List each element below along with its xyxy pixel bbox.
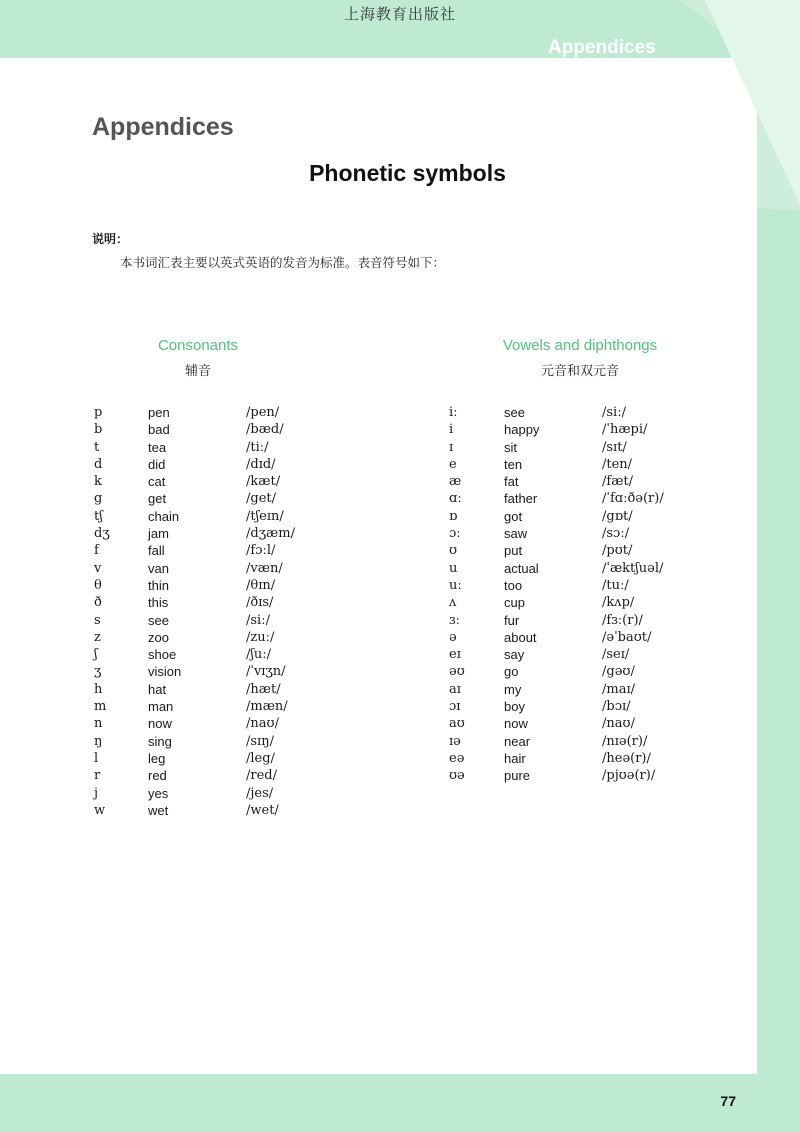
transcription: /dʒæm/	[246, 526, 295, 542]
example-word: cup	[504, 595, 525, 611]
phonetic-symbol: aʊ	[449, 716, 465, 732]
phonetic-symbol: tʃ	[94, 508, 103, 524]
phonetic-symbol: ɔɪ	[449, 699, 461, 715]
phonetic-symbol: h	[94, 681, 103, 697]
transcription: /ˈæktʃuəl/	[602, 560, 664, 576]
phonetic-symbol: n	[94, 716, 103, 732]
transcription: /bɔɪ/	[602, 699, 631, 715]
note-label: 说明：	[92, 232, 129, 246]
phonetic-symbol: θ	[94, 577, 102, 593]
transcription: /hæt/	[246, 681, 281, 697]
phonetic-symbol: w	[94, 802, 106, 818]
transcription: /tʃeɪn/	[246, 508, 284, 524]
example-word: too	[504, 577, 523, 593]
example-word: thin	[148, 577, 169, 593]
example-word: fur	[504, 612, 520, 628]
example-word: fall	[148, 543, 165, 559]
vowels-heading: Vowels and diphthongs	[502, 337, 658, 354]
consonants-heading: Consonants	[157, 337, 239, 354]
transcription: /leg/	[246, 750, 275, 766]
example-word: near	[504, 733, 531, 749]
transcription: /jes/	[246, 785, 274, 801]
example-word: van	[148, 560, 169, 576]
transcription: /ten/	[602, 456, 633, 472]
example-word: my	[504, 681, 522, 697]
transcription: /zuː/	[246, 629, 275, 645]
example-word: man	[148, 699, 174, 715]
transcription: /wet/	[246, 802, 279, 818]
phonetic-symbol: b	[94, 422, 103, 438]
transcription: /ʃuː/	[246, 647, 272, 663]
example-word: yes	[148, 785, 169, 801]
transcription: /fæt/	[602, 474, 634, 490]
page-title: Appendices	[92, 113, 234, 141]
page-number: 77	[720, 1093, 736, 1109]
transcription: /pjʊə(r)/	[602, 768, 656, 784]
example-word: pure	[504, 768, 531, 784]
phonetic-symbol: ɜː	[449, 612, 460, 628]
phonetic-symbol: ŋ	[94, 733, 103, 749]
example-word: hair	[504, 750, 526, 766]
transcription: /væn/	[246, 560, 283, 576]
phonetic-symbol: g	[94, 491, 103, 507]
transcription: /fɜː(r)/	[602, 612, 643, 628]
phonetic-symbol: p	[94, 405, 103, 420]
phonetic-symbol: s	[94, 612, 101, 628]
transcription: /tiː/	[246, 439, 269, 455]
example-word: leg	[148, 750, 166, 766]
example-word: ten	[504, 456, 523, 472]
phonetic-symbol: i	[449, 422, 454, 438]
transcription: /mæn/	[246, 699, 288, 715]
example-word: sing	[148, 733, 172, 749]
example-word: go	[504, 664, 519, 680]
phonetic-symbol: ə	[449, 629, 457, 645]
consonants-heading-cn: 辅音	[184, 363, 211, 378]
example-word: pen	[148, 405, 170, 420]
publisher-header: 上海教育出版社	[343, 5, 456, 23]
transcription: /heə(r)/	[602, 750, 651, 766]
example-word: about	[504, 629, 537, 645]
transcription: /naʊ/	[602, 716, 635, 732]
example-word: saw	[504, 526, 528, 542]
phonetic-symbol: æ	[449, 474, 462, 490]
transcription: /ˈhæpi/	[602, 422, 648, 438]
example-word: boy	[504, 699, 525, 715]
phonetic-symbol: m	[94, 699, 107, 715]
example-word: zoo	[148, 629, 169, 645]
example-word: sit	[504, 439, 517, 455]
phonetic-symbol: u	[449, 560, 458, 576]
section-tab: Appendices	[548, 37, 656, 58]
phonetic-symbol: ʃ	[94, 647, 98, 663]
transcription: /siː/	[602, 405, 626, 420]
example-word: now	[148, 716, 172, 732]
section-title: Phonetic symbols	[309, 160, 506, 186]
phonetic-symbol: ʌ	[449, 595, 457, 611]
transcription: /pen/	[246, 405, 280, 420]
transcription: /get/	[246, 491, 276, 507]
transcription: /gəʊ/	[602, 664, 635, 680]
example-word: red	[148, 768, 167, 784]
phonetic-symbol: ʊə	[449, 768, 465, 784]
phonetic-symbol: eə	[449, 750, 465, 766]
phonetic-symbol: aɪ	[449, 681, 461, 697]
example-word: fat	[504, 474, 519, 490]
phonetic-symbol: t	[94, 439, 100, 455]
example-word: did	[148, 456, 166, 472]
example-word: tea	[148, 439, 167, 455]
example-word: see	[148, 612, 169, 628]
vowels-heading-cn: 元音和双元音	[540, 363, 619, 378]
phonetic-symbol: ɪə	[449, 733, 461, 749]
transcription: /gɒt/	[602, 508, 633, 524]
example-word: cat	[148, 474, 166, 490]
transcription: /pʊt/	[602, 543, 633, 559]
phonetic-symbol: dʒ	[94, 526, 110, 542]
note-text: 本书词汇表主要以英式英语的发音为标准。表音符号如下：	[120, 256, 446, 270]
example-word: bad	[148, 422, 170, 438]
example-word: jam	[148, 526, 169, 542]
example-word: shoe	[148, 647, 177, 663]
phonetic-symbol: z	[94, 629, 101, 645]
phonetic-symbol: ɒ	[449, 508, 458, 524]
example-word: now	[504, 716, 528, 732]
phonetic-symbol: ɑː	[449, 491, 462, 507]
example-word: say	[504, 647, 525, 663]
phonetic-symbol: k	[94, 474, 102, 490]
phonetic-symbol: j	[94, 785, 99, 801]
phonetic-symbol: iː	[449, 405, 458, 420]
phonetic-symbol: f	[94, 543, 99, 559]
transcription: /maɪ/	[602, 681, 635, 697]
phonetic-symbol: ʊ	[449, 543, 458, 559]
example-word: got	[504, 508, 523, 524]
transcription: /sɔː/	[602, 526, 630, 542]
transcription: /nɪə(r)/	[602, 733, 648, 749]
phonetic-symbol: ʒ	[94, 664, 102, 680]
transcription: /kæt/	[246, 474, 281, 490]
transcription: /bæd/	[246, 422, 284, 438]
example-word: hat	[148, 681, 167, 697]
transcription: /θɪn/	[246, 577, 276, 593]
transcription: /siː/	[246, 612, 270, 628]
transcription: /sɪŋ/	[246, 733, 274, 749]
phonetic-symbol: uː	[449, 577, 462, 593]
transcription: /naʊ/	[246, 716, 279, 732]
example-word: happy	[504, 422, 540, 438]
transcription: /sɪt/	[602, 439, 627, 455]
example-word: see	[504, 405, 525, 420]
transcription: /ðɪs/	[246, 595, 274, 611]
phonetic-symbol: d	[94, 456, 103, 472]
phonetic-symbol: eɪ	[449, 647, 461, 663]
transcription: /fɔːl/	[246, 543, 276, 559]
transcription: /dɪd/	[246, 456, 276, 472]
transcription: /seɪ/	[602, 647, 630, 663]
example-word: wet	[148, 802, 169, 818]
example-word: chain	[148, 508, 180, 524]
phonetic-symbol: l	[94, 750, 99, 766]
phonetic-symbol: v	[94, 560, 102, 576]
transcription: /kʌp/	[602, 595, 635, 611]
example-word: father	[504, 491, 538, 507]
phonetic-symbol: əʊ	[449, 664, 465, 680]
phonetic-symbol: r	[94, 768, 101, 784]
example-word: get	[148, 491, 167, 507]
phonetic-symbol: e	[449, 456, 457, 472]
phonetic-symbol: ɔː	[449, 526, 461, 542]
example-word: actual	[504, 560, 539, 576]
phonetic-symbol: ð	[94, 595, 102, 611]
example-word: this	[148, 595, 169, 611]
transcription: /ˈvɪʒn/	[246, 664, 286, 680]
example-word: put	[504, 543, 523, 559]
phonetic-symbol: ɪ	[449, 439, 454, 455]
example-word: vision	[148, 664, 182, 680]
transcription: /red/	[246, 768, 277, 784]
transcription: /tuː/	[602, 577, 629, 593]
transcription: /əˈbaʊt/	[602, 629, 652, 645]
transcription: /ˈfɑːðə(r)/	[602, 491, 664, 507]
